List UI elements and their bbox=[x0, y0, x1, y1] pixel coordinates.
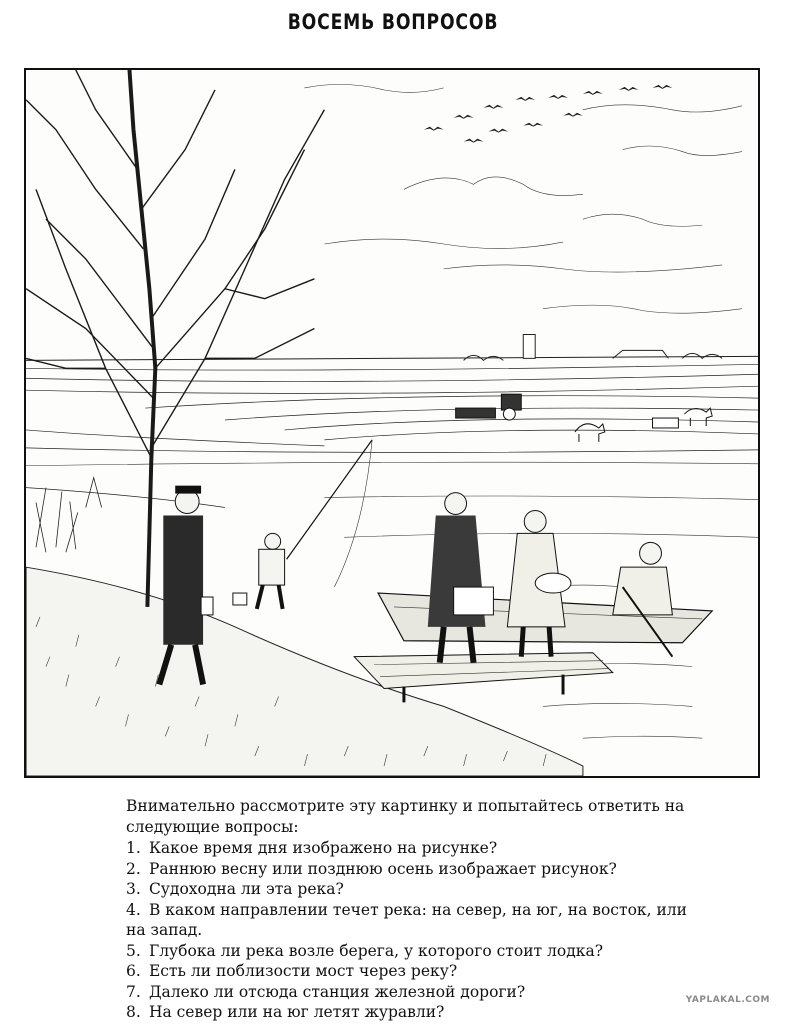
question-item: 2. Раннюю весну или позднюю осень изображает рисунок? bbox=[126, 859, 617, 878]
horizon bbox=[26, 335, 758, 361]
clouds bbox=[304, 84, 742, 313]
cranes-flock bbox=[424, 85, 673, 143]
question-item: 7. Далеко ли отсюда станция железной дороги? bbox=[126, 982, 526, 1001]
question-item: 4. В каком направлении течет река: на север, на юг, на восток, или на запад. bbox=[126, 900, 687, 939]
question-item: 1. Какое время дня изображено на рисунке? bbox=[126, 839, 498, 857]
ploughed-field bbox=[26, 364, 758, 452]
question-item: 6. Есть ли поблизости мост через реку? bbox=[126, 962, 458, 980]
bushes bbox=[36, 488, 78, 553]
question-item: 5. Глубока ли река возле берега, у которого стоит лодка? bbox=[126, 941, 604, 960]
questions-list bbox=[104, 838, 710, 1023]
question-item: 8. На север или на юг летят журавли? bbox=[126, 1003, 445, 1021]
tractor-and-horses bbox=[456, 394, 713, 442]
questions-block bbox=[104, 796, 710, 1023]
page-title: ВОСЕМЬ ВОПРОСОВ bbox=[287, 10, 499, 34]
boy-fishing bbox=[233, 440, 372, 609]
watermark: YAPLAKAL.COM bbox=[685, 995, 770, 1005]
illustration bbox=[24, 68, 760, 778]
question-item: 3. Судоходна ли эта река? bbox=[126, 880, 344, 898]
intro-text: Внимательно рассмотрите эту картинку и попытайтесь ответить на следующие вопросы: bbox=[126, 797, 685, 836]
river-scene-drawing bbox=[26, 70, 758, 776]
